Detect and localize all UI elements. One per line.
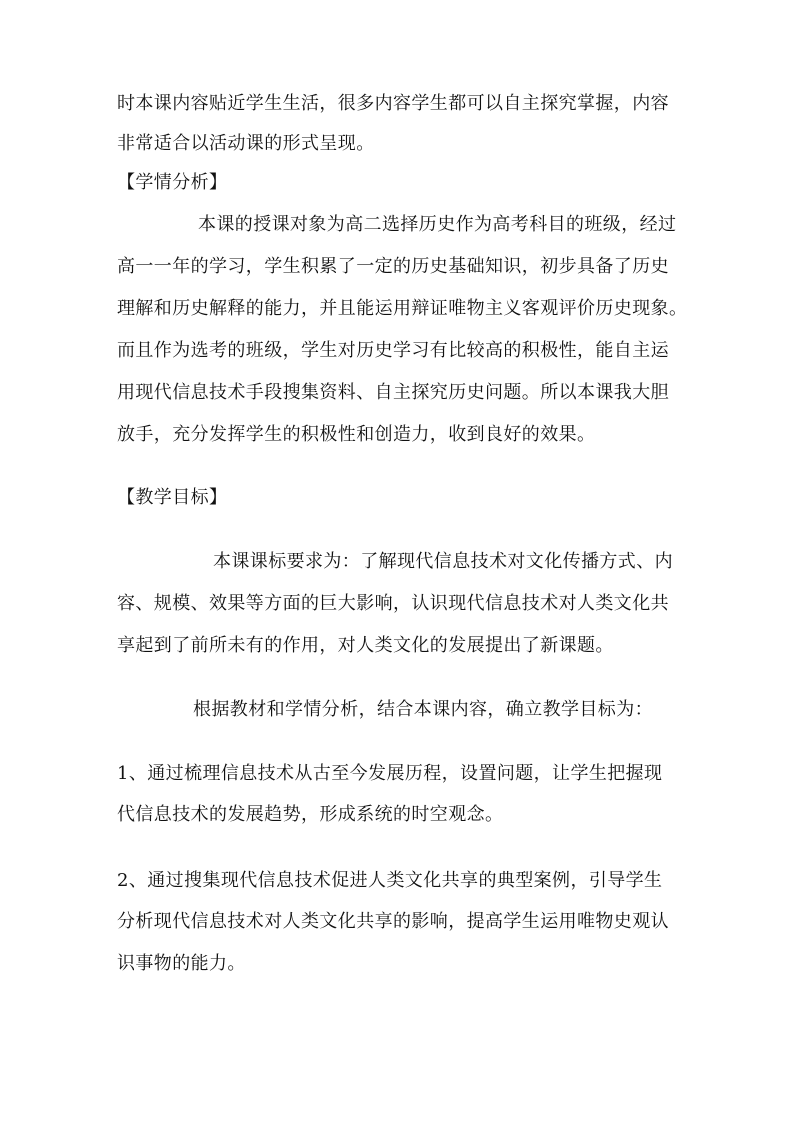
curriculum-standard-line-2: 容、规模、效果等方面的巨大影响，认识现代信息技术对人类文化共 bbox=[117, 593, 669, 614]
learning-analysis-line-1: 本课的授课对象为高二选择历史作为高考科目的班级，经过 bbox=[198, 214, 677, 235]
learning-analysis-line-2: 高一一年的学习，学生积累了一定的历史基础知识，初步具备了历史 bbox=[117, 256, 669, 277]
goal-2-line-2: 分析现代信息技术对人类文化共享的影响，提高学生运用唯物史观认 bbox=[117, 911, 669, 932]
goal-basis-line: 根据教材和学情分析，结合本课内容，确立教学目标为： bbox=[193, 699, 653, 720]
goal-2-line-3: 识事物的能力。 bbox=[117, 953, 246, 974]
learning-analysis-heading: 【学情分析】 bbox=[117, 172, 228, 193]
learning-analysis-line-4: 而且作为选考的班级，学生对历史学习有比较高的积极性，能自主运 bbox=[117, 340, 669, 361]
teaching-goals-heading: 【教学目标】 bbox=[117, 487, 228, 508]
intro-line-2: 非常适合以活动课的形式呈现。 bbox=[117, 133, 375, 154]
goal-2-line-1: 2、通过搜集现代信息技术促进人类文化共享的典型案例，引导学生 bbox=[117, 870, 663, 891]
curriculum-standard-line-3: 享起到了前所未有的作用，对人类文化的发展提出了新课题。 bbox=[117, 635, 614, 656]
curriculum-standard-line-1: 本课课标要求为：了解现代信息技术对文化传播方式、内 bbox=[213, 551, 673, 572]
learning-analysis-line-5: 用现代信息技术手段搜集资料、自主探究历史问题。所以本课我大胆 bbox=[117, 382, 669, 403]
goal-1-line-1: 1、通过梳理信息技术从古至今发展历程，设置问题，让学生把握现 bbox=[117, 763, 663, 784]
learning-analysis-line-6: 放手，充分发挥学生的积极性和创造力，收到良好的效果。 bbox=[117, 424, 596, 445]
goal-1-line-2: 代信息技术的发展趋势，形成系统的时空观念。 bbox=[117, 804, 504, 825]
learning-analysis-line-3: 理解和历史解释的能力，并且能运用辩证唯物主义客观评价历史现象。 bbox=[117, 298, 688, 319]
intro-line-1: 时本课内容贴近学生生活，很多内容学生都可以自主探究掌握，内容 bbox=[117, 93, 669, 114]
